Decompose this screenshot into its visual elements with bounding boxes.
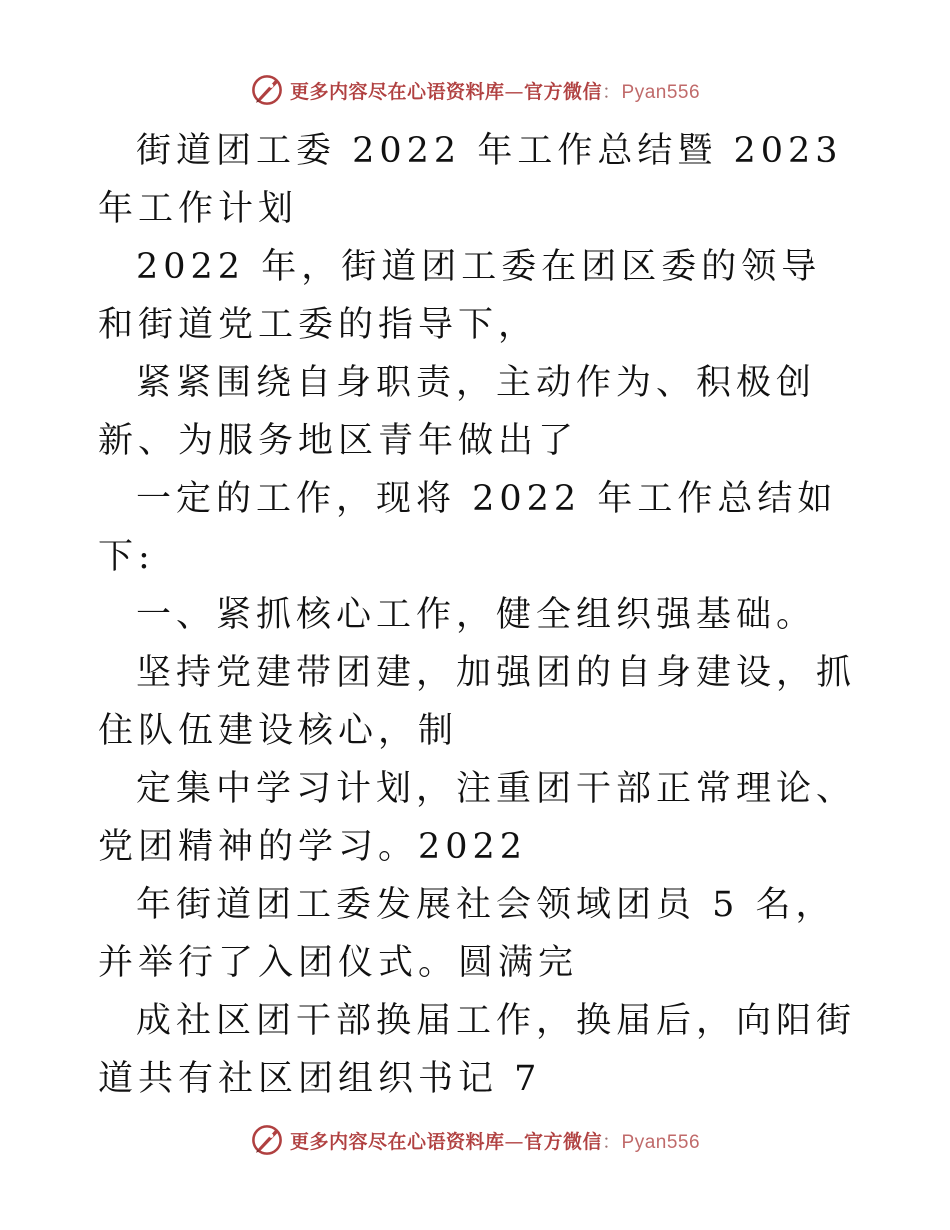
paragraph: 一定的工作，现将 2022 年工作总结如下:: [98, 479, 838, 577]
document-body: [98, 122, 858, 1108]
watermark-wechat-id: Pyan556: [621, 81, 701, 103]
watermark-separator: ：: [602, 80, 622, 103]
paragraph: 紧紧围绕自身职责，主动作为、积极创新、为服务地区青年做出了: [98, 363, 817, 461]
watermark-label: 官方微信: [523, 1130, 602, 1153]
paragraph: 成社区团干部换届工作，换届后，向阳街道共有社区团组织书记 7: [98, 1001, 857, 1099]
paragraph: 2022 年，街道团工委在团区委的领导和街道党工委的指导下，: [98, 247, 822, 345]
quill-pen-circle-icon: [250, 73, 284, 107]
watermark-text: [290, 77, 700, 104]
watermark-brand: 更多内容尽在心语资料库: [289, 1130, 505, 1153]
quill-pen-circle-icon: [250, 1123, 284, 1157]
paragraph: 年街道团工委发展社会领域团员 5 名，并举行了入团仪式。圆满完: [98, 885, 836, 983]
watermark-wechat-id: Pyan556: [621, 1131, 701, 1153]
header-watermark: [0, 72, 950, 108]
watermark-label: 官方微信: [523, 80, 602, 103]
watermark-text: [290, 1127, 700, 1154]
watermark-separator: ：: [602, 1130, 622, 1153]
document-title: 街道团工委 2022 年工作总结暨 2023 年工作计划: [98, 131, 843, 229]
paragraph: 定集中学习计划，注重团干部正常理论、党团精神的学习。2022: [98, 769, 857, 867]
watermark-brand: 更多内容尽在心语资料库: [289, 80, 505, 103]
watermark-dash: —: [504, 80, 524, 103]
section-heading: 一、紧抓核心工作，健全组织强基础。: [136, 595, 817, 635]
watermark-dash: —: [504, 1130, 524, 1153]
footer-watermark: [0, 1122, 950, 1158]
paragraph: 坚持党建带团建，加强团的自身建设，抓住队伍建设核心，制: [98, 653, 857, 751]
